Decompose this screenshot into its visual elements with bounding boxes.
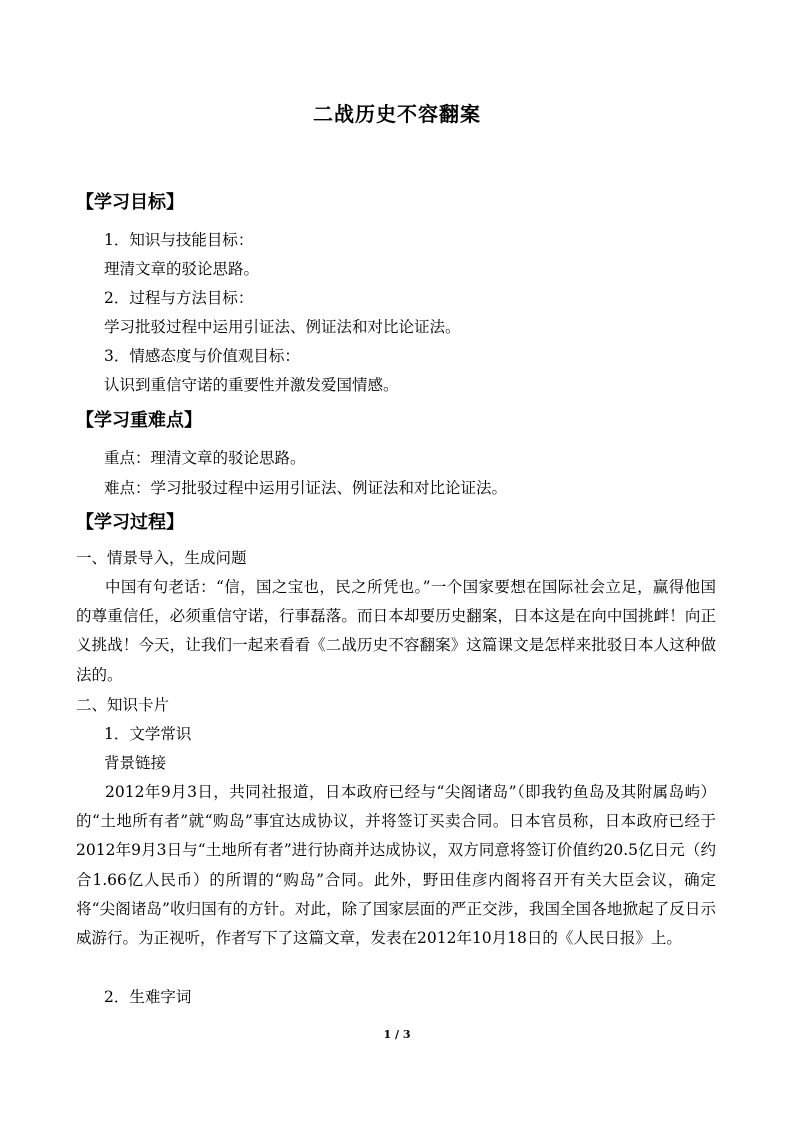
process-part2-heading: 二、知识卡片 [76, 696, 170, 714]
objective-3-heading: 3．情感态度与价值观目标： [104, 347, 300, 365]
card2-heading: 2．生难字词 [104, 988, 192, 1006]
section-heading-objectives: 【学习目标】 [76, 192, 184, 213]
objective-1-heading: 1．知识与技能目标： [104, 231, 254, 249]
card1-subheading: 背景链接 [104, 754, 167, 772]
process-part1-heading: 一、情景导入，生成问题 [76, 549, 247, 567]
objective-2-text: 学习批驳过程中运用引证法、例证法和对比论证法。 [104, 318, 461, 336]
section-heading-process: 【学习过程】 [76, 512, 184, 533]
process-part1-paragraph: 中国有句老话：“信，国之宝也，民之所凭也。”一个国家要想在国际社会立足，赢得他国的尊重信任，必须重信守诺，行事磊落。而日本却要历史翻案，日本这是在向中国挑衅！向正义挑战！今天，让我们一起来看看《二战历史不容翻案》这篇课文是怎样来批驳日本人这种做法的。 [76, 578, 716, 684]
section-heading-key-points: 【学习重难点】 [76, 410, 202, 431]
objective-1-text: 理清文章的驳论思路。 [104, 260, 260, 278]
objective-3-text: 认识到重信守诺的重要性并激发爱国情感。 [104, 376, 399, 394]
key-point-difficulty: 难点：学习批驳过程中运用引证法、例证法和对比论证法。 [104, 479, 508, 497]
objective-2-heading: 2．过程与方法目标： [104, 289, 254, 307]
document-title: 二战历史不容翻案 [313, 102, 481, 126]
card1-heading: 1．文学常识 [104, 725, 192, 743]
key-point-focus: 重点：理清文章的驳论思路。 [104, 449, 306, 467]
page-number: 1 / 3 [383, 1028, 411, 1041]
card1-paragraph: 2012年9月3日，共同社报道，日本政府已经与“尖阁诸岛”（即我钓鱼岛及其附属岛屿）的“土地所有者”就“购岛”事宜达成协议，并将签订买卖合同。日本官员称，日本政府已经于2012年9月3日与“土地所有者”进行协商并达成协议，双方同意将签订价值约20.5亿日元（约合1.66亿人民币）的所谓的“购岛”合同。此外，野田佳彦内阁将召开有关大臣会议，确定将“尖阁诸岛”收归国有的方针。对此，除了国家层面的严正交涉，我国全国各地掀起了反日示威游行。为正视听，作者写下了这篇文章，发表在2012年10月18日的《人民日报》上。 [76, 783, 716, 948]
